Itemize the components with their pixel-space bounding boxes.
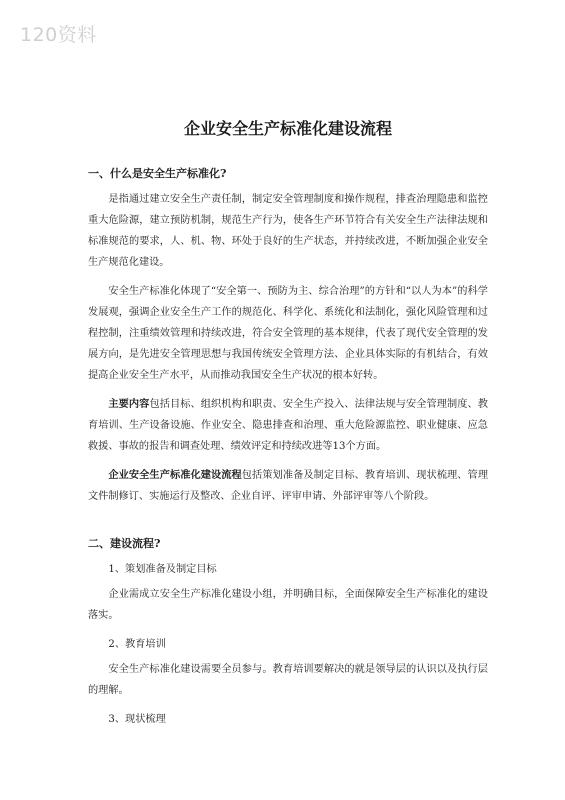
step-2-text: 安全生产标准化建设需要全员参与。教育培训要解决的就是领导层的认识以及执行层的理解。 <box>88 664 488 696</box>
document-title: 企业安全生产标准化建设流程 <box>183 119 392 138</box>
step-3-title: 3、现状梳理 <box>108 714 166 725</box>
document-page <box>88 116 488 734</box>
main-content-text: 包括目标、组织机构和职责、安全生产投入、法律法规与安全管理制度、教育培训、生产设备设施、作业安全、隐患排查和治理、重大危险源监控、职业健康、应急救援、事故的报告和调查处理、绩效评定和持续改进等13个方面。 <box>88 399 488 452</box>
main-content-label: 主要内容 <box>108 398 150 410</box>
watermark: 120资料 <box>20 24 97 46</box>
step-1-title: 1、策划准备及制定目标 <box>108 564 217 575</box>
process-overview-label: 企业安全生产标准化建设流程 <box>108 469 242 481</box>
step-2-title: 2、教育培训 <box>108 639 166 650</box>
section-heading-process: 二、建设流程? <box>88 537 161 550</box>
step-1-text: 企业需成立安全生产标准化建设小组，并明确目标，全面保障安全生产标准化的建设落实。 <box>88 589 488 621</box>
paragraph-significance: 安全生产标准化体现了“安全第一、预防为主、综合治理”的方针和“以人为本”的科学发展观，强调企业安全生产工作的规范化、科学化、系统化和法制化，强化风险管理和过程控制，注重绩效管理和持续改进，符合安全管理的基本规律，代表了现代安全管理的发展方向，是先进安全管理思想与我国传统安全管理方法、企业具体实际的有机结合，有效提高企业安全生产水平，从而推动我国安全生产状况的根本好转。 <box>88 286 488 381</box>
paragraph-definition: 是指通过建立安全生产责任制，制定安全管理制度和操作规程，排查治理隐患和监控重大危险源，建立预防机制，规范生产行为，使各生产环节符合有关安全生产法律法规和标准规范的要求，人、机、物、环处于良好的生产状态，并持续改进，不断加强企业安全生产规范化建设。 <box>88 194 488 268</box>
section-heading-what-is: 一、什么是安全生产标准化? <box>88 167 227 180</box>
paragraph-main-content <box>88 394 488 457</box>
process-overview-text: 包括策划准备及制定目标、教育培训、现状梳理、管理文件制修订、实施运行及整改、企业自评、评审申请、外部评审等八个阶段。 <box>88 470 489 502</box>
paragraph-process-overview <box>88 465 488 507</box>
